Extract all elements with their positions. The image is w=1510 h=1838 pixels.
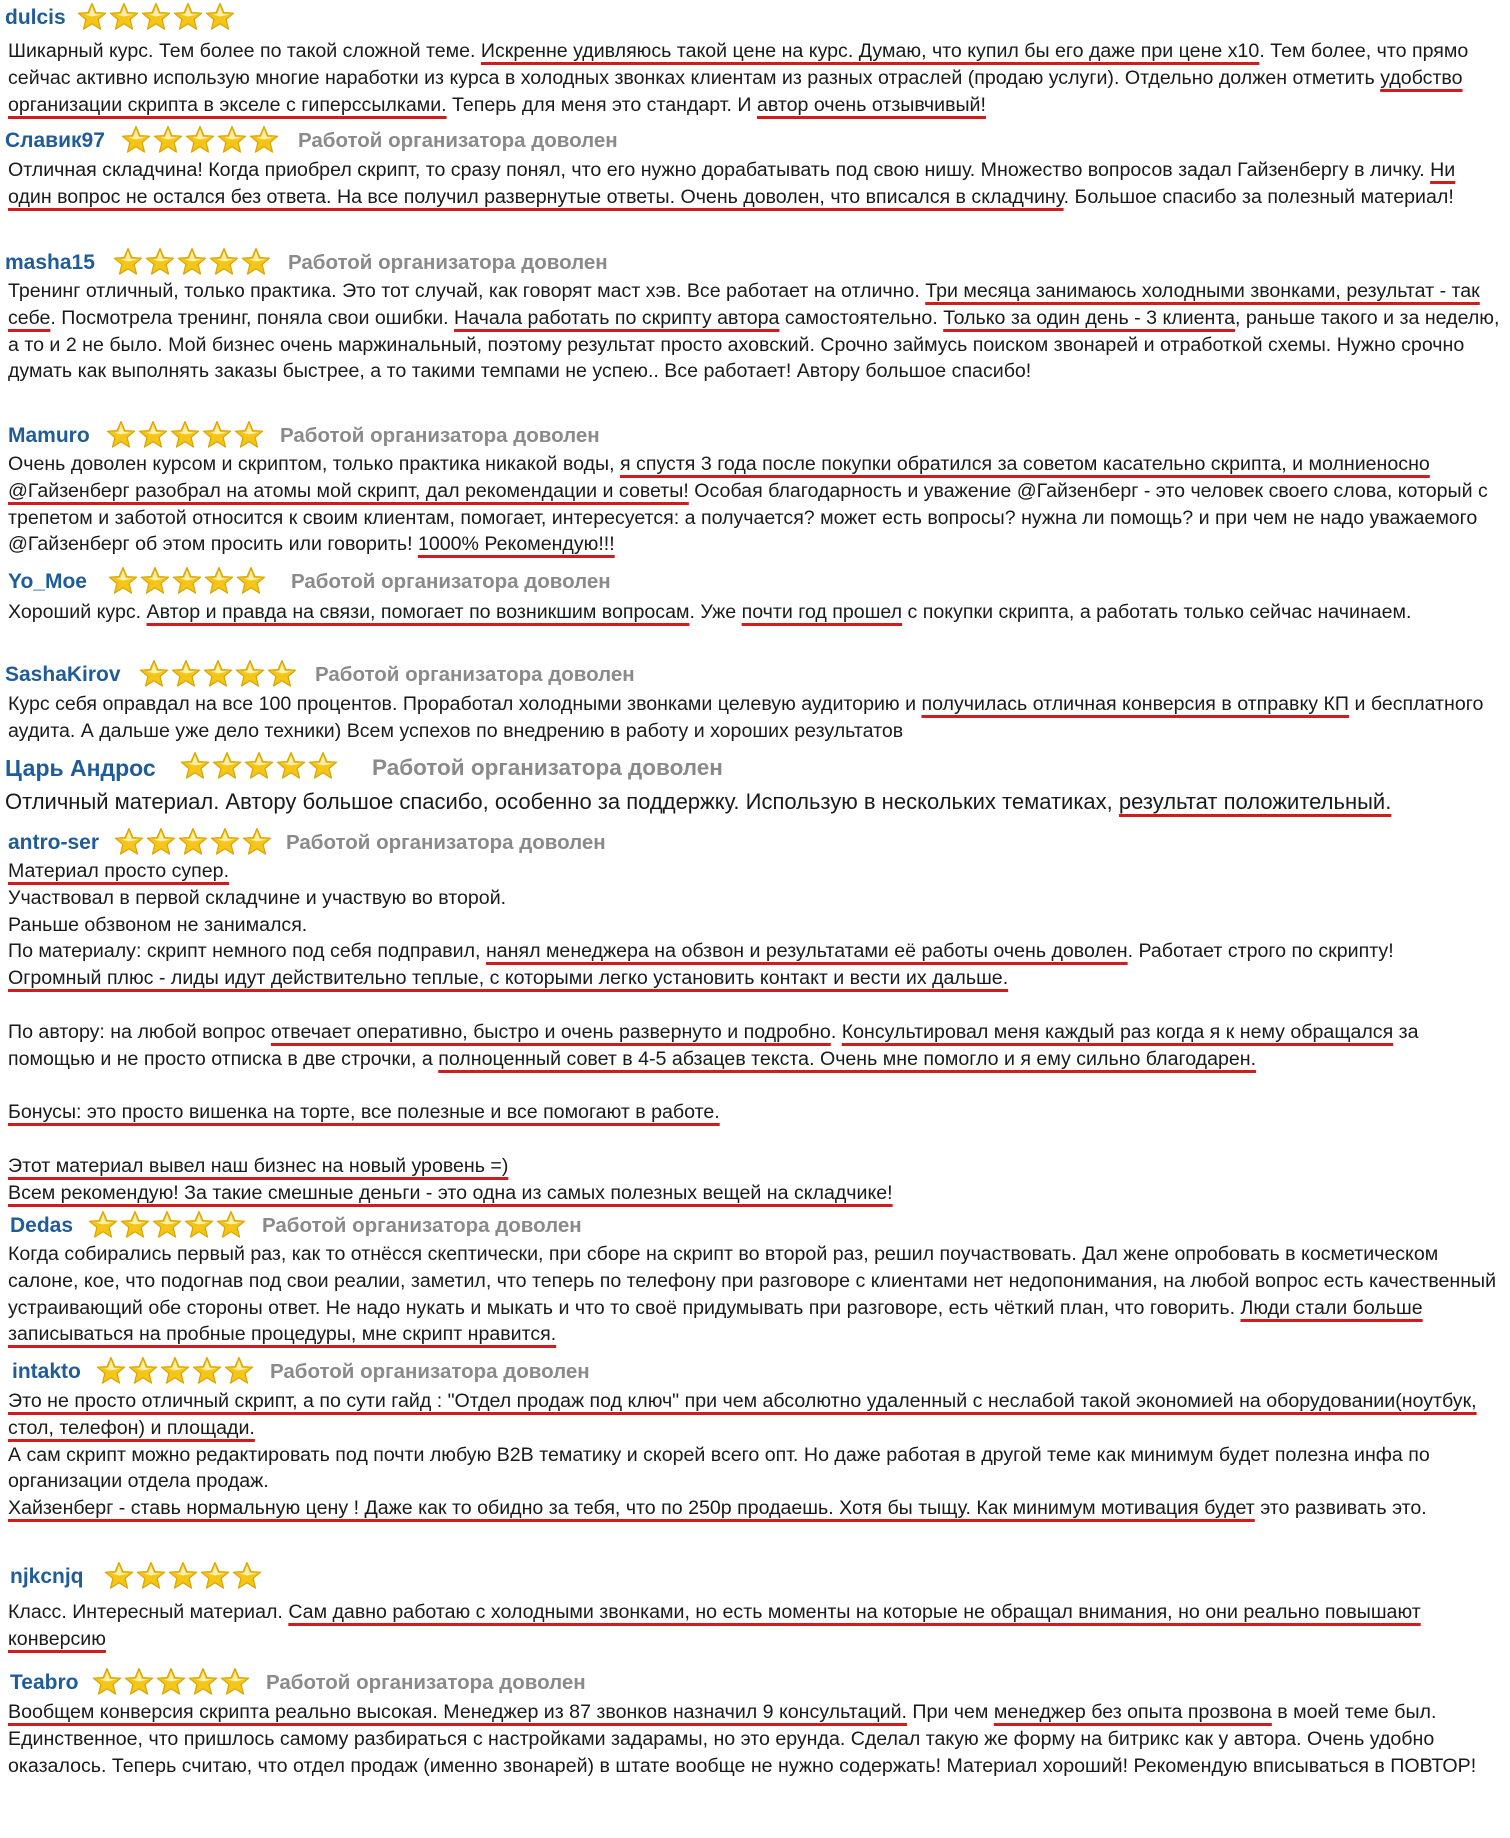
- review-paragraph: [8, 1241, 1504, 1348]
- text-segment: По материалу: скрипт немного под себя подправил,: [8, 940, 486, 963]
- star-icon: [188, 1667, 218, 1697]
- organizer-status: Работой организатора доволен: [266, 1671, 586, 1694]
- text-segment: При чем: [906, 1701, 994, 1723]
- review-text: [8, 278, 1504, 385]
- highlighted-text: Ни один вопрос не остался без ответа. На все получил развернутые ответы. Очень доволен, что вписался в складчину: [8, 159, 1456, 208]
- author-name[interactable]: masha15: [5, 251, 95, 274]
- star-icon: [77, 2, 107, 32]
- review-paragraph: [8, 1180, 1504, 1207]
- review-paragraph: [8, 1153, 1504, 1180]
- review-text: [8, 1388, 1504, 1522]
- organizer-status: Работой организатора доволен: [315, 663, 635, 686]
- highlighted-text: Автор и правда на связи, помогает по возникшим вопросам: [146, 601, 690, 623]
- star-icon: [178, 827, 208, 857]
- review-paragraph: [8, 1726, 1504, 1780]
- highlighted-text: Материал просто супер.: [8, 860, 230, 882]
- text-segment: Особая благодарность и уважение @Гайзенберг - это человек своего слова, который с трепетом и заботой относится к своим клиентам, помогает, интересуется: а получается? может есть вопросы? нужна ли помощь? и при чем не надо уважаемого @Гайзенберг об этом просить или говорить!: [8, 479, 1488, 556]
- star-icon: [224, 1356, 254, 1386]
- star-icon: [241, 247, 271, 277]
- star-icon: [128, 1356, 158, 1386]
- rating-stars: [106, 420, 266, 450]
- text-segment: за помощью и не просто отписка в две строчки, а: [8, 1020, 1419, 1070]
- star-icon: [146, 827, 176, 857]
- highlighted-text: нанял менеджера на обзвон и результатами её работы очень доволен: [485, 940, 1128, 963]
- review-paragraph: [8, 1099, 1504, 1126]
- text-segment: Единственное, что пришлось самому разбираться с настройками задарамы, но это ерунда. Сделал такую же форму на битрикс как у автора. Очень удобно оказалось. Теперь считаю, что отдел продаж (именно звонарей) в штате вообще не нужно содержать! Материал хороший! Рекомендую вписываться в ПОВТОР!: [8, 1727, 1477, 1777]
- highlighted-text: отвечает оперативно, быстро и очень развернуто и подробно: [270, 1020, 831, 1043]
- text-segment: Очень доволен курсом и скриптом, только практика никакой воды,: [8, 453, 620, 475]
- organizer-status: Работой организатора доволен: [270, 1360, 590, 1383]
- text-segment: Раньше обзвоном не занимался.: [8, 913, 308, 936]
- star-icon: [113, 247, 143, 277]
- highlighted-text: автор очень отзывчивый!: [756, 93, 986, 116]
- star-icon: [109, 2, 139, 32]
- review-paragraph: [8, 912, 1504, 939]
- review-paragraph: [8, 992, 1504, 1019]
- author-name[interactable]: Dedas: [10, 1214, 74, 1237]
- review-paragraph: [8, 1442, 1504, 1496]
- organizer-status: Работой организатора доволен: [288, 251, 608, 274]
- text-segment: По автору: на любой вопрос: [8, 1020, 271, 1043]
- star-icon: [235, 659, 265, 689]
- text-segment: Отличная складчина! Когда приобрел скрипт, то сразу понял, что его нужно дорабатывать под свою нишу. Множество вопросов задал Гайзенбергу в личку.: [8, 159, 1431, 181]
- star-icon: [104, 1561, 134, 1591]
- star-icon: [249, 125, 279, 155]
- star-icon: [180, 751, 210, 781]
- star-icon: [124, 1667, 154, 1697]
- author-name[interactable]: intakto: [12, 1360, 81, 1383]
- star-icon: [106, 420, 136, 450]
- author-name[interactable]: antro-ser: [8, 831, 100, 854]
- review-paragraph: [5, 787, 1504, 817]
- star-icon: [242, 827, 272, 857]
- highlighted-text: Люди стали больше записываться на пробные процедуры, мне скрипт нравится.: [8, 1296, 1423, 1346]
- star-icon: [171, 659, 201, 689]
- rating-stars: [77, 2, 237, 32]
- review-text: [8, 1699, 1504, 1779]
- rating-stars: [180, 751, 340, 781]
- star-icon: [205, 2, 235, 32]
- highlighted-text: Огромный плюс - лиды идут действительно теплые, с которыми легко установить контакт и вести их дальше.: [8, 967, 1009, 990]
- review-text: [8, 38, 1504, 118]
- organizer-status: Работой организатора доволен: [262, 1214, 582, 1237]
- review-paragraph: [8, 1126, 1504, 1153]
- text-segment: Отличный материал. Автору большое спасибо, особенно за поддержку. Использую в нескольких тематиках,: [5, 789, 1119, 814]
- text-segment: и бесплатного аудита. А дальше уже дело техники) Всем успехов по внедрению в работу и хороших результатов: [8, 693, 1484, 742]
- star-icon: [200, 1561, 230, 1591]
- star-icon: [267, 659, 297, 689]
- star-icon: [88, 1210, 118, 1240]
- review-paragraph: [8, 451, 1504, 558]
- highlighted-text: Этот материал вывел наш бизнес на новый уровень =): [8, 1154, 509, 1177]
- rating-stars: [108, 566, 268, 596]
- star-icon: [170, 420, 200, 450]
- text-segment: , раньше такого и за неделю, а то и 2 не было. Мой бизнес очень маржинальный, поэтому результат просто аховский. Срочно займусь поиском звонарей и отработкой схемы. Нужно срочно думать как выполнять заказы быстрее, а то такими темпами не успею.. Все работает! Автору большое спасибо!: [8, 306, 1500, 383]
- highlighted-text: Всем рекомендую! За такие смешные деньги - это одна из самых полезных вещей на складчике!: [8, 1181, 893, 1204]
- rating-stars: [113, 247, 273, 277]
- text-segment: Тренинг отличный, только практика. Это тот случай, как говорят маст хэв. Все работает на отлично.: [8, 280, 926, 302]
- text-segment: Когда собирались первый раз, как то отнёсся скептически, при сборе на скрипт во второй раз, решил поучаствовать. Дал жене опробовать в косметическом салоне, кое, что подогнав под свои реалии, заметил, что теперь по телефону при разговоре с клиентами нет недопонимания, на любой вопрос есть качественный устраивающий обе стороны ответ. Не надо нукать и мыкать и что то своё придумывать при разговоре, есть чёткий план, что говорить.: [8, 1243, 1497, 1319]
- highlighted-text: результат положительный.: [1118, 789, 1392, 814]
- rating-stars: [114, 827, 274, 857]
- star-icon: [114, 827, 144, 857]
- highlighted-text: Бонусы: это просто вишенка на торте, все полезные и все помогают в работе.: [8, 1101, 720, 1124]
- star-icon: [203, 659, 233, 689]
- star-icon: [141, 2, 171, 32]
- text-segment: Хороший курс.: [8, 601, 147, 623]
- highlighted-text: Консультировал меня каждый раз когда я к нему обращался: [841, 1020, 1394, 1043]
- text-segment: А сам скрипт можно редактировать под почти любую B2B тематику и скорей всего опт. Но даже работая в другой теме как минимум будет полезна инфа по организации отдела продаж.: [8, 1443, 1430, 1493]
- author-name[interactable]: Славик97: [5, 129, 105, 152]
- rating-stars: [121, 125, 281, 155]
- star-icon: [210, 827, 240, 857]
- star-icon: [136, 1561, 166, 1591]
- highlighted-text: 1000% Рекомендую!!!: [417, 533, 615, 556]
- highlighted-text: Это не просто отличный скрипт, а по сути гайд : "Отдел продаж под ключ" при чем абсолютно удаленный с неслабой такой экономией на оборудовании(ноутбук, стол, телефон) и площади.: [8, 1390, 1477, 1439]
- star-icon: [168, 1561, 198, 1591]
- text-segment: . Работает строго по скрипту!: [1127, 940, 1394, 963]
- text-segment: .: [830, 1020, 842, 1043]
- text-segment: с покупки скрипта, а работать только сейчас начинаем.: [902, 601, 1412, 623]
- text-segment: Курс себя оправдал на все 100 процентов. Проработал холодными звонками целевую аудиторию и: [8, 693, 922, 715]
- author-name[interactable]: Царь Андрос: [5, 755, 156, 781]
- text-segment: . Тем более, что прямо сейчас активно использую многие наработки из курса в холодных звонках клиентам из разных отраслей (продаю услуги). Отдельно должен отметить: [8, 40, 1469, 89]
- review-text: [8, 599, 1504, 626]
- star-icon: [92, 1667, 122, 1697]
- star-icon: [185, 125, 215, 155]
- highlighted-text: Только за один день - 3 клиента: [943, 306, 1235, 329]
- star-icon: [308, 751, 338, 781]
- rating-stars: [139, 659, 299, 689]
- highlighted-text: полноценный совет в 4-5 абзацев текста. Очень мне помогло и я ему сильно благодарен.: [438, 1047, 1257, 1070]
- organizer-status: Работой организатора доволен: [286, 831, 606, 854]
- rating-stars: [96, 1356, 256, 1386]
- star-icon: [139, 659, 169, 689]
- star-icon: [108, 566, 138, 596]
- star-icon: [276, 751, 306, 781]
- text-segment: Теперь для меня это стандарт. И: [446, 93, 757, 116]
- star-icon: [173, 2, 203, 32]
- star-icon: [138, 420, 168, 450]
- review-paragraph: [8, 885, 1504, 912]
- text-segment: самостоятельно.: [779, 306, 944, 329]
- review-paragraph: [8, 1019, 1504, 1073]
- review-paragraph: [8, 599, 1504, 626]
- author-name[interactable]: dulcis: [5, 6, 66, 29]
- star-icon: [145, 247, 175, 277]
- text-segment: Шикарный курс. Тем более по такой сложной теме.: [8, 40, 481, 62]
- author-name[interactable]: njkcnjq: [10, 1565, 84, 1588]
- text-segment: Участвовал в первой складчине и участвую во второй.: [8, 886, 507, 909]
- review-paragraph: [8, 858, 1504, 885]
- highlighted-text: получилась отличная конверсия в отправку КП: [921, 693, 1349, 715]
- star-icon: [192, 1356, 222, 1386]
- star-icon: [140, 566, 170, 596]
- review-paragraph: [8, 1495, 1504, 1522]
- star-icon: [234, 420, 264, 450]
- organizer-status: Работой организатора доволен: [372, 755, 723, 780]
- review-paragraph: [8, 1699, 1504, 1726]
- star-icon: [184, 1210, 214, 1240]
- star-icon: [217, 125, 247, 155]
- author-name[interactable]: SashaKirov: [5, 663, 121, 686]
- review-text: [8, 691, 1504, 745]
- review-text: [5, 787, 1504, 817]
- review-paragraph: [8, 157, 1504, 211]
- review-paragraph: [8, 1599, 1504, 1653]
- highlighted-text: Начала работать по скрипту автора: [454, 306, 780, 329]
- text-segment: в моей теме был.: [1271, 1701, 1437, 1723]
- rating-stars: [88, 1210, 248, 1240]
- organizer-status: Работой организатора доволен: [298, 129, 618, 152]
- author-name[interactable]: Yo_Moe: [8, 570, 87, 593]
- star-icon: [209, 247, 239, 277]
- star-icon: [153, 125, 183, 155]
- review-text: [8, 1241, 1504, 1348]
- review-paragraph: [8, 38, 1504, 118]
- highlighted-text: Хайзенберг - ставь нормальную цену ! Даже как то обидно за тебя, что по 250р продаешь. Хотя бы тыщу. Как минимум мотивация будет: [8, 1497, 1255, 1520]
- highlighted-text: я спустя 3 года после покупки обратился за советом касательно скрипта, и молниеносно @Гайзенберг разобрал на атомы мой скрипт, дал рекомендации и советы!: [8, 453, 1430, 502]
- star-icon: [177, 247, 207, 277]
- text-segment: это развивать это.: [1254, 1497, 1427, 1520]
- highlighted-text: Вообщем конверсия скрипта реально высокая. Менеджер из 87 звонков назначил 9 консультаций.: [8, 1701, 907, 1723]
- rating-stars: [104, 1561, 264, 1591]
- text-segment: . Большое спасибо за полезный материал!: [1063, 185, 1454, 208]
- star-icon: [244, 751, 274, 781]
- review-text: [8, 1599, 1504, 1653]
- author-name[interactable]: Mamuro: [8, 424, 90, 447]
- highlighted-text: удобство организации скрипта в экселе с гиперссылками.: [8, 66, 1463, 116]
- star-icon: [236, 566, 266, 596]
- star-icon: [204, 566, 234, 596]
- review-paragraph: [8, 278, 1504, 385]
- star-icon: [120, 1210, 150, 1240]
- star-icon: [156, 1667, 186, 1697]
- review-paragraph: [8, 1072, 1504, 1099]
- highlighted-text: Три месяца занимаюсь холодными звонками, результат - так себе: [8, 280, 1480, 329]
- review-text: [8, 157, 1504, 211]
- star-icon: [202, 420, 232, 450]
- highlighted-text: Искренне удивляюсь такой цене на курс. Думаю, что купил бы его даже при цене х10: [480, 40, 1260, 62]
- review-text: [8, 451, 1504, 558]
- text-segment: . Посмотрела тренинг, поняла свои ошибки.: [50, 306, 455, 329]
- star-icon: [220, 1667, 250, 1697]
- star-icon: [160, 1356, 190, 1386]
- organizer-status: Работой организатора доволен: [280, 424, 600, 447]
- review-paragraph: [8, 1388, 1504, 1442]
- text-segment: Класс. Интересный материал.: [8, 1601, 289, 1623]
- star-icon: [212, 751, 242, 781]
- star-icon: [121, 125, 151, 155]
- highlighted-text: Сам давно работаю с холодными звонками, но есть моменты на которые не обращал внимания, но они реально повышают конверсию: [8, 1601, 1421, 1650]
- star-icon: [152, 1210, 182, 1240]
- highlighted-text: почти год прошел: [741, 601, 903, 623]
- star-icon: [96, 1356, 126, 1386]
- star-icon: [172, 566, 202, 596]
- review-text: [8, 858, 1504, 1206]
- rating-stars: [92, 1667, 252, 1697]
- star-icon: [216, 1210, 246, 1240]
- review-paragraph: [8, 938, 1504, 965]
- star-icon: [232, 1561, 262, 1591]
- text-segment: . Уже: [689, 601, 742, 623]
- review-paragraph: [8, 691, 1504, 745]
- author-name[interactable]: Teabro: [10, 1671, 79, 1694]
- review-paragraph: [8, 965, 1504, 992]
- highlighted-text: менеджер без опыта прозвона: [993, 1701, 1272, 1723]
- organizer-status: Работой организатора доволен: [291, 570, 611, 593]
